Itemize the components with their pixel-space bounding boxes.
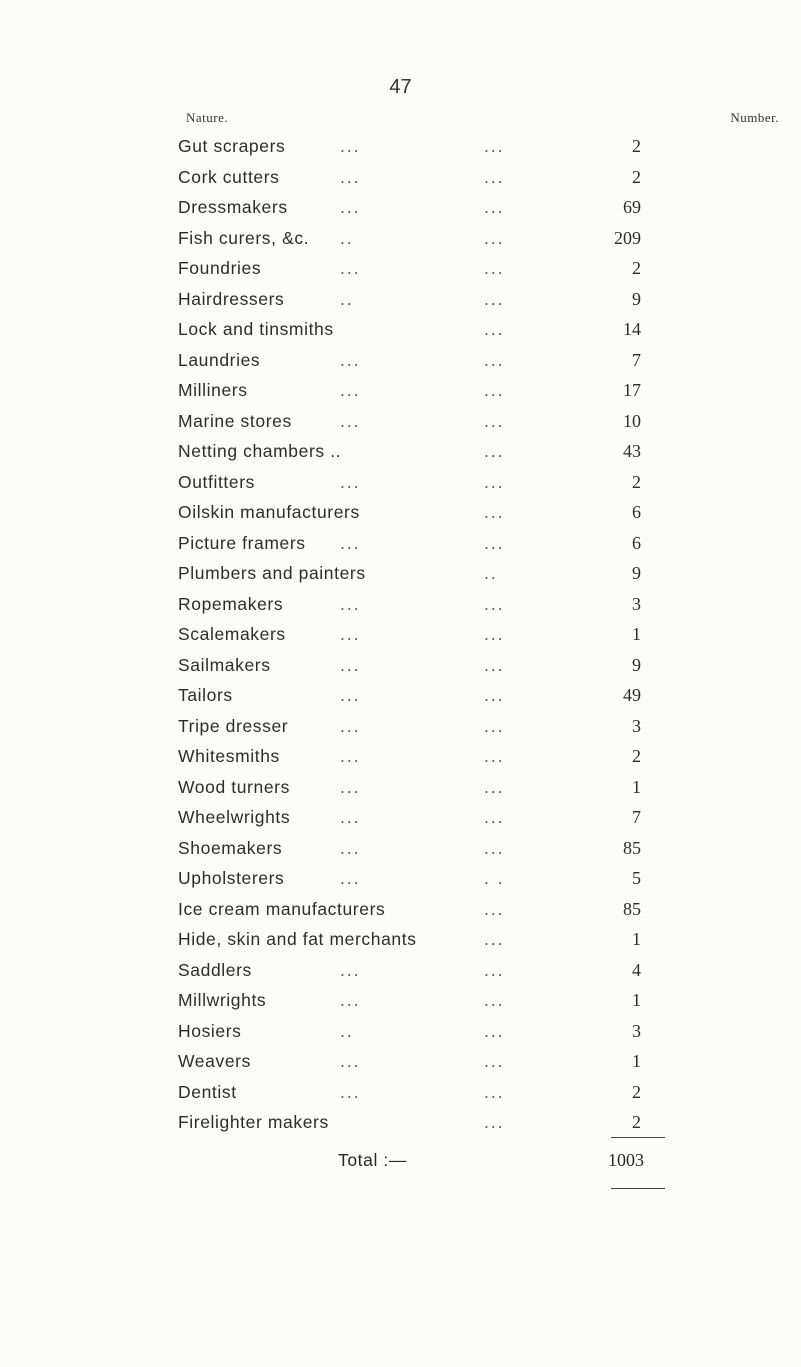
table-row — [0, 1108, 801, 1139]
row-leader-dots: ... — [340, 807, 361, 827]
row-leader-dots: ... — [340, 1051, 361, 1071]
row-name: Netting chambers .. — [178, 441, 342, 461]
table-row — [0, 224, 801, 255]
row-leader-dots: .. — [340, 227, 354, 248]
row-number: 1 — [632, 929, 641, 949]
row-number: 209 — [614, 227, 641, 248]
row-leader-dots: ... — [340, 868, 361, 888]
row-leader-dots: ... — [484, 288, 505, 309]
row-leader-dots: ... — [484, 929, 505, 949]
row-name: Dentist — [178, 1081, 237, 1102]
row-name: Outfitters — [178, 471, 255, 492]
row-name: Sailmakers — [178, 654, 271, 675]
row-name: Oilskin manufacturers — [178, 502, 360, 522]
row-leader-dots: ... — [340, 776, 361, 797]
row-name: Hosiers — [178, 1020, 242, 1041]
page-number: 47 — [389, 76, 412, 98]
row-leader-dots: ... — [484, 197, 505, 217]
row-number: 7 — [632, 807, 641, 827]
table-row — [0, 1078, 801, 1109]
row-leader-dots: . . — [484, 868, 505, 888]
row-name: Whitesmiths — [178, 746, 280, 766]
row-name: Cork cutters — [178, 166, 280, 187]
row-leader-dots: ... — [340, 1081, 361, 1102]
table-row — [0, 437, 801, 468]
row-leader-dots: ... — [340, 624, 361, 644]
row-leader-dots: ... — [484, 258, 505, 278]
row-number: 3 — [632, 593, 641, 614]
row-name: Firelighter makers — [178, 1112, 329, 1132]
row-leader-dots: .. — [340, 288, 354, 309]
column-header-number: Number. — [730, 110, 779, 125]
row-leader-dots: ... — [484, 349, 505, 370]
row-name: Laundries — [178, 349, 261, 370]
row-name: Hide, skin and fat merchants — [178, 929, 417, 949]
row-leader-dots: ... — [484, 898, 505, 919]
row-name: Foundries — [178, 258, 262, 278]
row-leader-dots: ... — [484, 441, 505, 461]
row-name: Milliners — [178, 380, 248, 400]
table-row — [0, 254, 801, 285]
row-number: 1 — [632, 776, 641, 797]
row-number: 85 — [623, 837, 641, 858]
row-number: 1 — [632, 624, 641, 644]
row-number: 3 — [632, 1020, 641, 1041]
row-leader-dots: ... — [340, 685, 361, 705]
row-leader-dots: ... — [484, 959, 505, 980]
table-row — [0, 193, 801, 224]
row-name: Fish curers, &c. — [178, 227, 310, 248]
table-row — [0, 315, 801, 346]
total-label: Total :— — [338, 1150, 407, 1170]
row-leader-dots: ... — [340, 258, 361, 278]
row-number: 2 — [632, 136, 641, 156]
table-row — [0, 1017, 801, 1048]
row-number: 6 — [632, 532, 641, 553]
table-row — [0, 742, 801, 773]
row-number: 5 — [632, 868, 641, 888]
table-row — [0, 590, 801, 621]
row-leader-dots: ... — [484, 532, 505, 553]
row-number: 9 — [632, 654, 641, 675]
row-number: 1 — [632, 1051, 641, 1071]
row-leader-dots: ... — [340, 959, 361, 980]
row-leader-dots: ... — [340, 532, 361, 553]
row-number: 2 — [632, 1112, 641, 1132]
row-name: Gut scrapers — [178, 136, 286, 156]
row-leader-dots: ... — [484, 410, 505, 431]
row-name: Marine stores — [178, 410, 292, 431]
row-leader-dots: ... — [340, 837, 361, 858]
row-number: 49 — [623, 685, 641, 705]
row-leader-dots: .. — [340, 1020, 354, 1041]
row-number: 7 — [632, 349, 641, 370]
table-row — [0, 620, 801, 651]
row-leader-dots: ... — [484, 746, 505, 766]
row-name: Saddlers — [178, 959, 252, 980]
table-row — [0, 559, 801, 590]
row-leader-dots: ... — [484, 227, 505, 248]
table-row — [0, 376, 801, 407]
row-number: 6 — [632, 502, 641, 522]
table-row — [0, 956, 801, 987]
row-leader-dots: ... — [484, 685, 505, 705]
row-leader-dots: ... — [484, 380, 505, 400]
row-leader-dots: ... — [484, 593, 505, 614]
row-number: 4 — [632, 959, 641, 980]
row-name: Tailors — [178, 685, 233, 705]
row-leader-dots: ... — [340, 410, 361, 431]
row-leader-dots: ... — [484, 1112, 505, 1132]
table-row — [0, 895, 801, 926]
row-leader-dots: ... — [484, 502, 505, 522]
table-row — [0, 681, 801, 712]
row-leader-dots: ... — [484, 1081, 505, 1102]
table-row — [0, 529, 801, 560]
row-name: Tripe dresser — [178, 715, 289, 736]
row-leader-dots: ... — [484, 807, 505, 827]
table-body — [0, 132, 801, 1139]
row-number: 2 — [632, 1081, 641, 1102]
row-leader-dots: ... — [484, 776, 505, 797]
row-leader-dots: ... — [484, 837, 505, 858]
table-row — [0, 132, 801, 163]
table-row — [0, 346, 801, 377]
row-name: Millwrights — [178, 990, 267, 1010]
row-leader-dots: ... — [340, 746, 361, 766]
total-rule-top — [611, 1137, 665, 1138]
row-leader-dots: ... — [484, 990, 505, 1010]
row-leader-dots: ... — [340, 471, 361, 492]
table-row — [0, 986, 801, 1017]
row-leader-dots: ... — [484, 471, 505, 492]
row-name: Weavers — [178, 1051, 251, 1071]
row-leader-dots: ... — [484, 166, 505, 187]
row-number: 2 — [632, 258, 641, 278]
table-row — [0, 498, 801, 529]
row-leader-dots: ... — [484, 624, 505, 644]
table-row — [0, 712, 801, 743]
row-number: 17 — [623, 380, 641, 400]
table-row — [0, 285, 801, 316]
row-name: Picture framers — [178, 532, 306, 553]
row-name: Shoemakers — [178, 837, 283, 858]
row-number: 2 — [632, 166, 641, 187]
row-name: Ice cream manufacturers — [178, 898, 386, 919]
row-name: Wood turners — [178, 776, 290, 797]
table-row — [0, 925, 801, 956]
row-name: Ropemakers — [178, 593, 284, 614]
row-leader-dots: ... — [484, 319, 505, 339]
row-leader-dots: ... — [340, 166, 361, 187]
row-name: Scalemakers — [178, 624, 286, 644]
row-leader-dots: ... — [484, 654, 505, 675]
table-row — [0, 651, 801, 682]
total-value: 1003 — [608, 1150, 644, 1170]
row-number: 2 — [632, 746, 641, 766]
row-name: Dressmakers — [178, 197, 288, 217]
row-number: 3 — [632, 715, 641, 736]
row-leader-dots: ... — [484, 715, 505, 736]
table-row — [0, 803, 801, 834]
row-leader-dots: ... — [484, 1051, 505, 1071]
row-number: 9 — [632, 288, 641, 309]
row-leader-dots: ... — [484, 1020, 505, 1041]
row-leader-dots: ... — [484, 136, 505, 156]
row-number: 85 — [623, 898, 641, 919]
row-name: Plumbers and painters — [178, 563, 366, 583]
row-leader-dots: ... — [340, 197, 361, 217]
row-number: 10 — [623, 410, 641, 431]
table-row — [0, 407, 801, 438]
table-row — [0, 864, 801, 895]
row-name: Upholsterers — [178, 868, 285, 888]
row-leader-dots: ... — [340, 380, 361, 400]
row-leader-dots: .. — [484, 563, 498, 583]
row-number: 43 — [623, 441, 641, 461]
row-name: Wheelwrights — [178, 807, 291, 827]
row-leader-dots: ... — [340, 349, 361, 370]
column-header-nature: Nature. — [186, 110, 229, 125]
row-leader-dots: ... — [340, 990, 361, 1010]
row-leader-dots: ... — [340, 136, 361, 156]
table-row — [0, 163, 801, 194]
row-number: 9 — [632, 563, 641, 583]
table-row — [0, 773, 801, 804]
row-name: Hairdressers — [178, 288, 285, 309]
row-leader-dots: ... — [340, 715, 361, 736]
row-number: 69 — [623, 197, 641, 217]
row-leader-dots: ... — [340, 593, 361, 614]
row-name: Lock and tinsmiths — [178, 319, 334, 339]
row-number: 1 — [632, 990, 641, 1010]
row-number: 14 — [623, 319, 641, 339]
row-leader-dots: ... — [340, 654, 361, 675]
table-row — [0, 834, 801, 865]
row-number: 2 — [632, 471, 641, 492]
table-row — [0, 1047, 801, 1078]
total-rule-bottom — [611, 1188, 665, 1189]
table-row — [0, 468, 801, 499]
